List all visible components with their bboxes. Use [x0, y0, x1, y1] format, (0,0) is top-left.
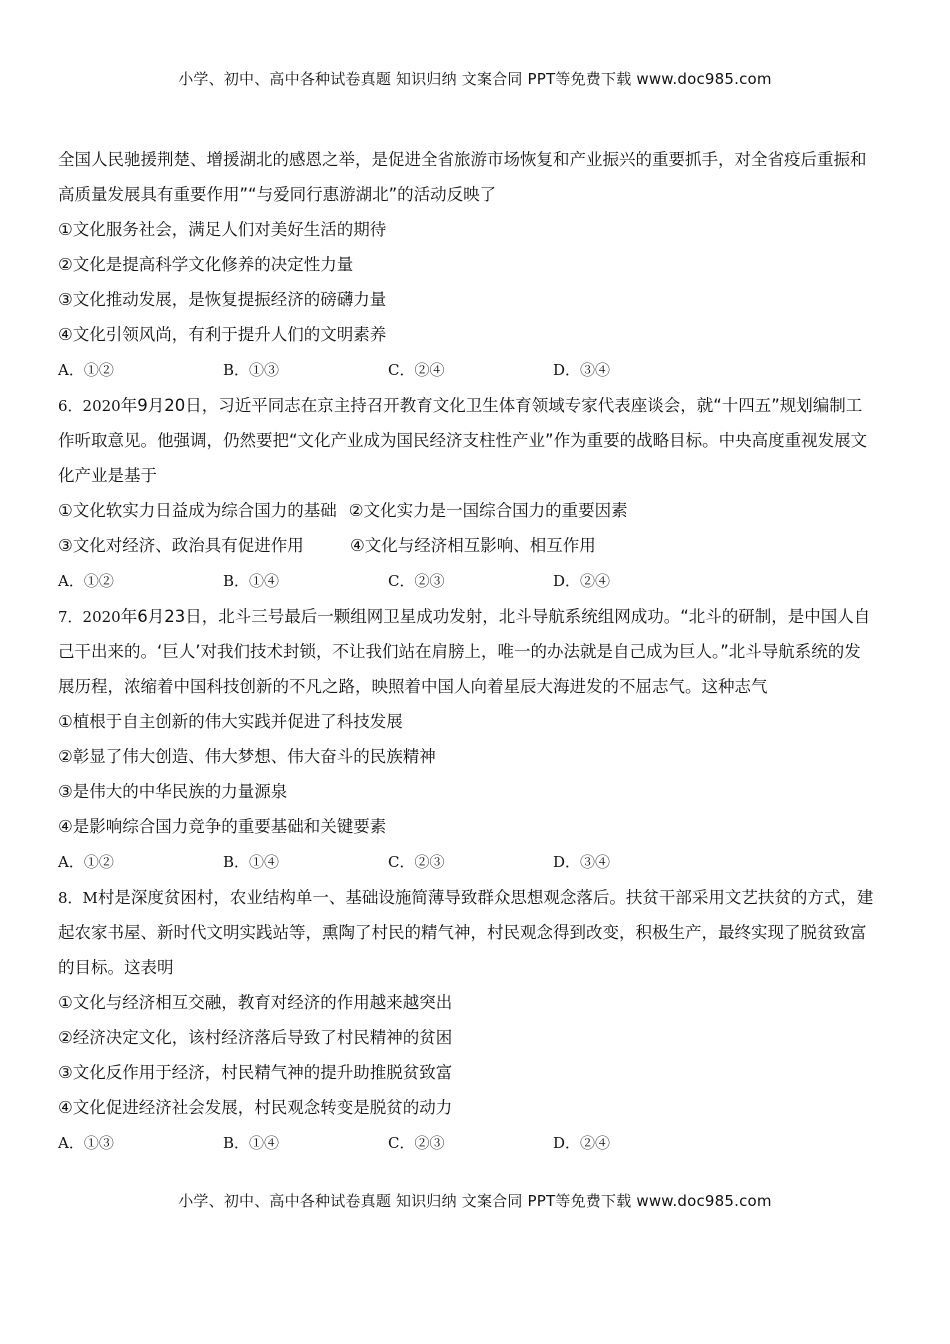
q7-option-c[interactable]: C．②③ — [388, 853, 445, 871]
q6-stem-line-1 — [58, 388, 894, 423]
q8-stem-line-2: 起农家书屋、新时代文明实践站等，熏陶了村民的精气神，村民观念得到改变，积极生产，最终实现了脱贫致富 — [58, 923, 867, 942]
q7-stem-line-3: 展历程，浓缩着中国科技创新的不凡之路，映照着中国人向着星辰大海进发的不屈志气。这种志气 — [58, 677, 768, 696]
q5-option-d[interactable]: D．③④ — [553, 361, 611, 379]
q7-option-b[interactable]: B．①④ — [223, 853, 280, 871]
q8-statement-1: ①文化与经济相互交融，教育对经济的作用越来越突出 — [58, 993, 453, 1012]
q8-option-b[interactable]: B．①④ — [223, 1134, 280, 1152]
q8-stem-line-1 — [58, 880, 894, 915]
q8-statement-4: ④文化促进经济社会发展，村民观念转变是脱贫的动力 — [58, 1098, 453, 1117]
q7-stem-line-2: 己干出来的。‘巨人’对我们技术封锁，不让我们站在肩膀上，唯一的办法就是自己成为巨人。”北斗导航系统的发 — [58, 642, 861, 661]
page-header: 小学、初中、高中各种试卷真题 知识归纳 文案合同 PPT等免费下载 www.doc985.com — [178, 70, 772, 88]
q6-stem-line-2: 作听取意见。他强调，仍然要把“文化产业成为国民经济支柱性产业”作为重要的战略目标。中央高度重视发展文 — [58, 431, 868, 450]
q6-statement-2: ②文化实力是一国综合国力的重要因素 — [348, 501, 628, 520]
q5-statement-4: ④文化引领风尚，有利于提升人们的文明素养 — [58, 325, 387, 344]
q6-stem-line-1-text: 年9月20日，习近平同志在京主持召开教育文化卫生体育领域专家代表座谈会，就“十四五”规划编制工 — [120, 396, 863, 415]
q6-option-d[interactable]: D．②④ — [553, 572, 611, 590]
q6-statement-4: ④文化与经济相互影响、相互作用 — [350, 536, 596, 555]
q5-statement-1: ①文化服务社会，满足人们对美好生活的期待 — [58, 220, 387, 239]
q8-option-a[interactable]: A．①③ — [58, 1134, 114, 1152]
q6-number: 6．2020 — [58, 397, 121, 415]
q8-statement-2: ②经济决定文化，该村经济落后导致了村民精神的贫困 — [58, 1028, 453, 1047]
q7-option-a[interactable]: A．①② — [58, 853, 114, 871]
q7-options — [58, 844, 894, 880]
q8-statement-3: ③文化反作用于经济，村民精气神的提升助推脱贫致富 — [58, 1063, 453, 1082]
q7-statement-1: ①植根于自主创新的伟大实践并促进了科技发展 — [58, 712, 403, 731]
q5-statement-2: ②文化是提高科学文化修养的决定性力量 — [58, 255, 354, 274]
q6-option-a[interactable]: A．①② — [58, 572, 114, 590]
q7-statement-3: ③是伟大的中华民族的力量源泉 — [58, 782, 288, 801]
q5-option-a[interactable]: A．①② — [58, 361, 114, 379]
q7-stem-line-1-text: 年6月23日，北斗三号最后一颗组网卫星成功发射，北斗导航系统组网成功。“北斗的研制，是中国人自 — [120, 607, 871, 626]
page-footer: 小学、初中、高中各种试卷真题 知识归纳 文案合同 PPT等免费下载 www.doc985.com — [178, 1192, 772, 1210]
q8-number: 8．M — [58, 889, 98, 907]
q6-option-c[interactable]: C．②③ — [388, 572, 445, 590]
q6-statements-row-2 — [58, 528, 894, 563]
q8-option-c[interactable]: C．②③ — [388, 1134, 445, 1152]
q6-statements-row-1 — [58, 493, 894, 528]
q5-stem-line-1: 全国人民驰援荆楚、增援湖北的感恩之举，是促进全省旅游市场恢复和产业振兴的重要抓手，对全省疫后重振和 — [58, 150, 867, 169]
q8-option-d[interactable]: D．②④ — [553, 1134, 611, 1152]
q5-stem-line-2: 高质量发展具有重要作用”“与爱同行惠游湖北”的活动反映了 — [58, 185, 497, 204]
q7-statement-2: ②彰显了伟大创造、伟大梦想、伟大奋斗的民族精神 — [58, 747, 436, 766]
q5-statement-3: ③文化推动发展，是恢复提振经济的磅礴力量 — [58, 290, 387, 309]
q7-number: 7．2020 — [58, 608, 121, 626]
q5-option-b[interactable]: B．①③ — [223, 361, 280, 379]
q5-option-c[interactable]: C．②④ — [388, 361, 445, 379]
q7-stem-line-1 — [58, 599, 894, 634]
q5-options — [58, 352, 894, 388]
q7-statement-4: ④是影响综合国力竞争的重要基础和关键要素 — [58, 817, 387, 836]
q6-options — [58, 563, 894, 599]
q6-statement-3: ③文化对经济、政治具有促进作用 — [58, 536, 304, 555]
q6-option-b[interactable]: B．①④ — [223, 572, 280, 590]
q7-option-d[interactable]: D．③④ — [553, 853, 611, 871]
q6-statement-1: ①文化软实力日益成为综合国力的基础 — [58, 501, 337, 520]
exam-content — [58, 142, 894, 1161]
q6-stem-line-3: 化产业是基于 — [58, 466, 157, 485]
q8-stem-line-1-text: 村是深度贫困村，农业结构单一、基础设施简薄导致群众思想观念落后。扶贫干部采用文艺扶贫的方式，建 — [97, 888, 874, 907]
q8-stem-line-3: 的目标。这表明 — [58, 958, 174, 977]
q8-options — [58, 1125, 894, 1161]
